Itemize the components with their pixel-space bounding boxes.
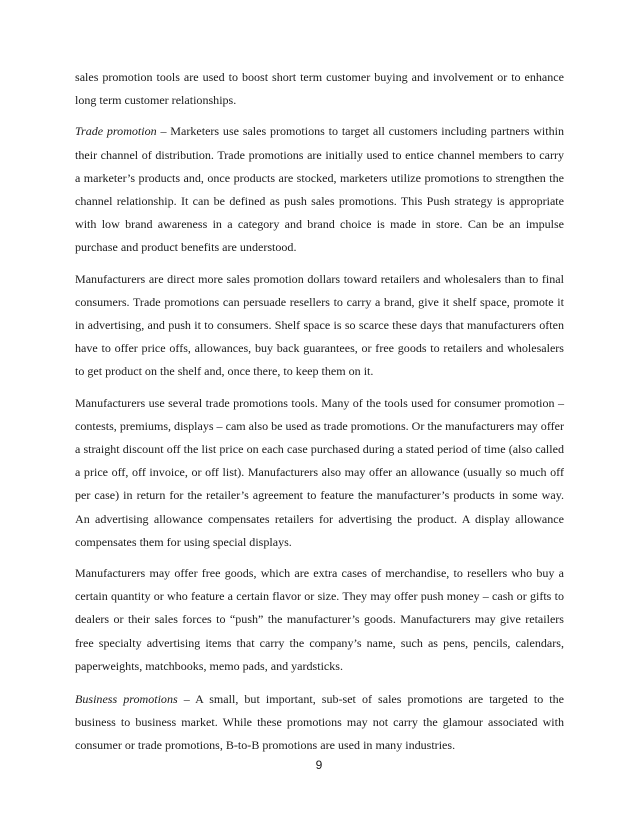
paragraph-trade-promotion <box>75 120 564 259</box>
page-number: 9 <box>315 758 323 772</box>
paragraph-text: – A small, but important, sub-set of sales promotions are targeted to the business to business market. While these promotions may not carry the glamour associated with consumer or trade promotions, B-to-B promotions are used in many industries. <box>75 692 564 753</box>
paragraph-text: – Marketers use sales promotions to target all customers including partners within their channel of distribution. Trade promotions are initially used to entice channel members to carry a marketer’s products and, once products are stocked, marketers utilize promotions to strengthen the channel relationship. It can be defined as push sales promotions. This Push strategy is appropriate with low brand awareness in a category and brand choice is made in store. Can be an impulse purchase and product benefits are understood. <box>75 124 564 255</box>
paragraph-text: Manufacturers use several trade promotions tools. Many of the tools used for consumer promotion – contests, premiums, displays – cam also be used as trade promotions. Or the manufacturers may offer a straight discount off the list price on each case purchased during a stated period of time (also called a price off, off invoice, or off list). Manufacturers also may offer an allowance (usually so much off per case) in return for the retailer’s agreement to feature the manufacturer’s products in some way. An advertising allowance compensates retailers for advertising the product. A display allowance compensates them for using special displays. <box>75 395 564 549</box>
paragraph-trade-promotion-tools <box>75 392 564 554</box>
paragraph-free-goods <box>75 562 564 678</box>
paragraph-text: sales promotion tools are used to boost short term customer buying and involvement or to enhance long term customer relationships. <box>75 70 564 108</box>
body-text <box>75 66 564 766</box>
paragraph-lead-business-promotions: Business promotions <box>75 692 178 707</box>
paragraph-manufacturers-direct <box>75 268 564 384</box>
paragraph-sales-promotion-tools <box>75 66 564 112</box>
paragraph-business-promotions <box>75 688 564 758</box>
paragraph-text: Manufacturers may offer free goods, which are extra cases of merchandise, to resellers who buy a certain quantity or who feature a certain flavor or size. They may offer push money – cash or gifts to dealers or their sales forces to “push” the manufacturer’s goods. Manufacturers may give retailers free specialty advertising items that carry the company’s name, such as pens, pencils, calendars, paperweights, matchbooks, memo pads, and yardsticks. <box>75 566 564 673</box>
paragraph-text: Manufacturers are direct more sales promotion dollars toward retailers and wholesalers than to final consumers. Trade promotions can persuade resellers to carry a brand, give it shelf space, promote it in advertising, and push it to consumers. Shelf space is so scarce these days that manufacturers often have to offer price offs, allowances, buy back guarantees, or free goods to retailers and wholesalers to get product on the shelf and, once there, to keep them on it. <box>75 271 564 379</box>
paragraph-lead-trade-promotion: Trade promotion <box>75 124 157 139</box>
